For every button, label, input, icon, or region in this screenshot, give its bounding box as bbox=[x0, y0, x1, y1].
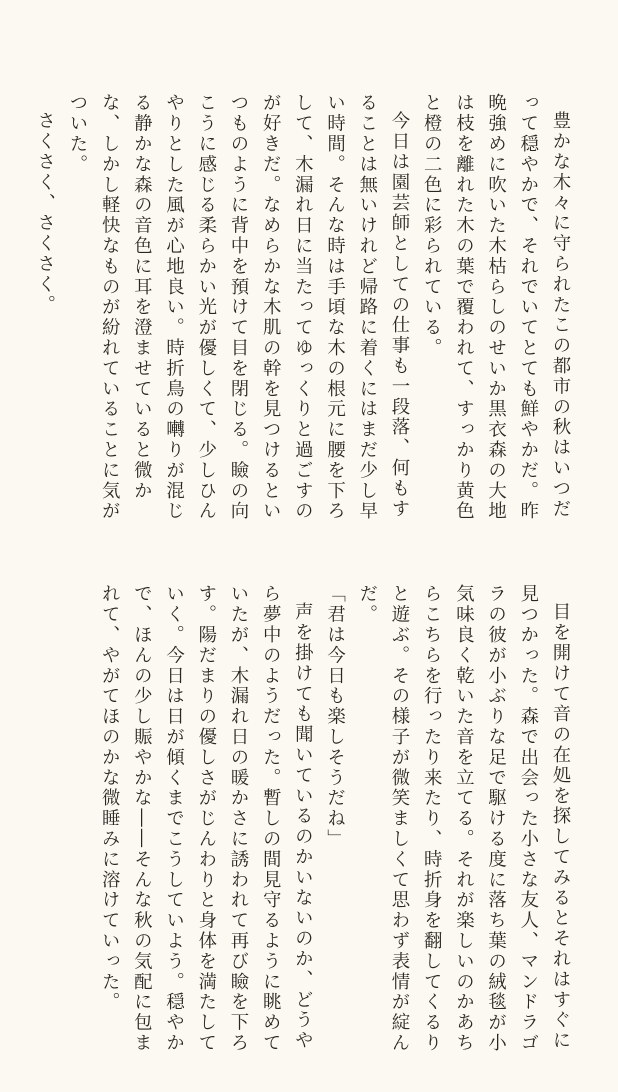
text-section-1 bbox=[34, 93, 576, 535]
paragraph: 今日は園芸師としての仕事も一段落、何もすることは無いけれど帰路に着くにはまだ少し早い時間。そんな時は手頃な木の根元に腰を下ろして、木漏れ日に当たってゆっくりと過ごすのが好きだ。なめらかな木肌の幹を見つけるといつものように背中を預けて目を閉じる。瞼の向こうに感じる柔らかい光が優しくて、少しひんやりとした風が心地良い。時折鳥の囀りが混じる静かな森の音色に耳を澄ませていると微かな、しかし軽快なものが紛れていることに気がついた。 bbox=[66, 93, 410, 522]
paragraph: さくさく、さくさく。 bbox=[34, 111, 56, 316]
paragraph: 豊かな木々に守られたこの都市の秋はいつだって穏やかで、それでいてとても鮮やかだ。昨晩強めに吹いた木枯らしのせいか黒衣森の大地は枝を離れた木の葉で覆われて、すっかり黄色と橙の二色に彩られている。 bbox=[421, 93, 571, 522]
paragraph: 目を開けて音の在処を探してみるとそれはすぐに見つかった。森で出会った小さな友人、マンドラゴラの彼が小ぶりな足で駆ける度に落ち葉の絨毯が小気味良く乾いた音を立てる。それが楽しいのかあちらこちらを行ったり来たり、時折身を翻してくるりと遊ぶ。その様子が微笑ましくて思わず表情が綻んだ。 bbox=[356, 584, 571, 1054]
text-section-2 bbox=[42, 584, 576, 1054]
paragraph: 声を掛けても聞いているのかいないのか、どうやら夢中のようだった。暫しの間見守るように眺めていたが、木漏れ日の暖かさに誘われて再び瞼を下ろす。陽だまりの優しさがじんわりと身体を満たしていく。今日は日が傾くまでこうしていよう。穏やかで、ほんの少し賑やかな――そんな秋の気配に包まれて、やがてほのかな微睡みに溶けていった。 bbox=[99, 584, 314, 1054]
dialogue-line: 「君は今日も楽しそうだね」 bbox=[324, 584, 346, 850]
